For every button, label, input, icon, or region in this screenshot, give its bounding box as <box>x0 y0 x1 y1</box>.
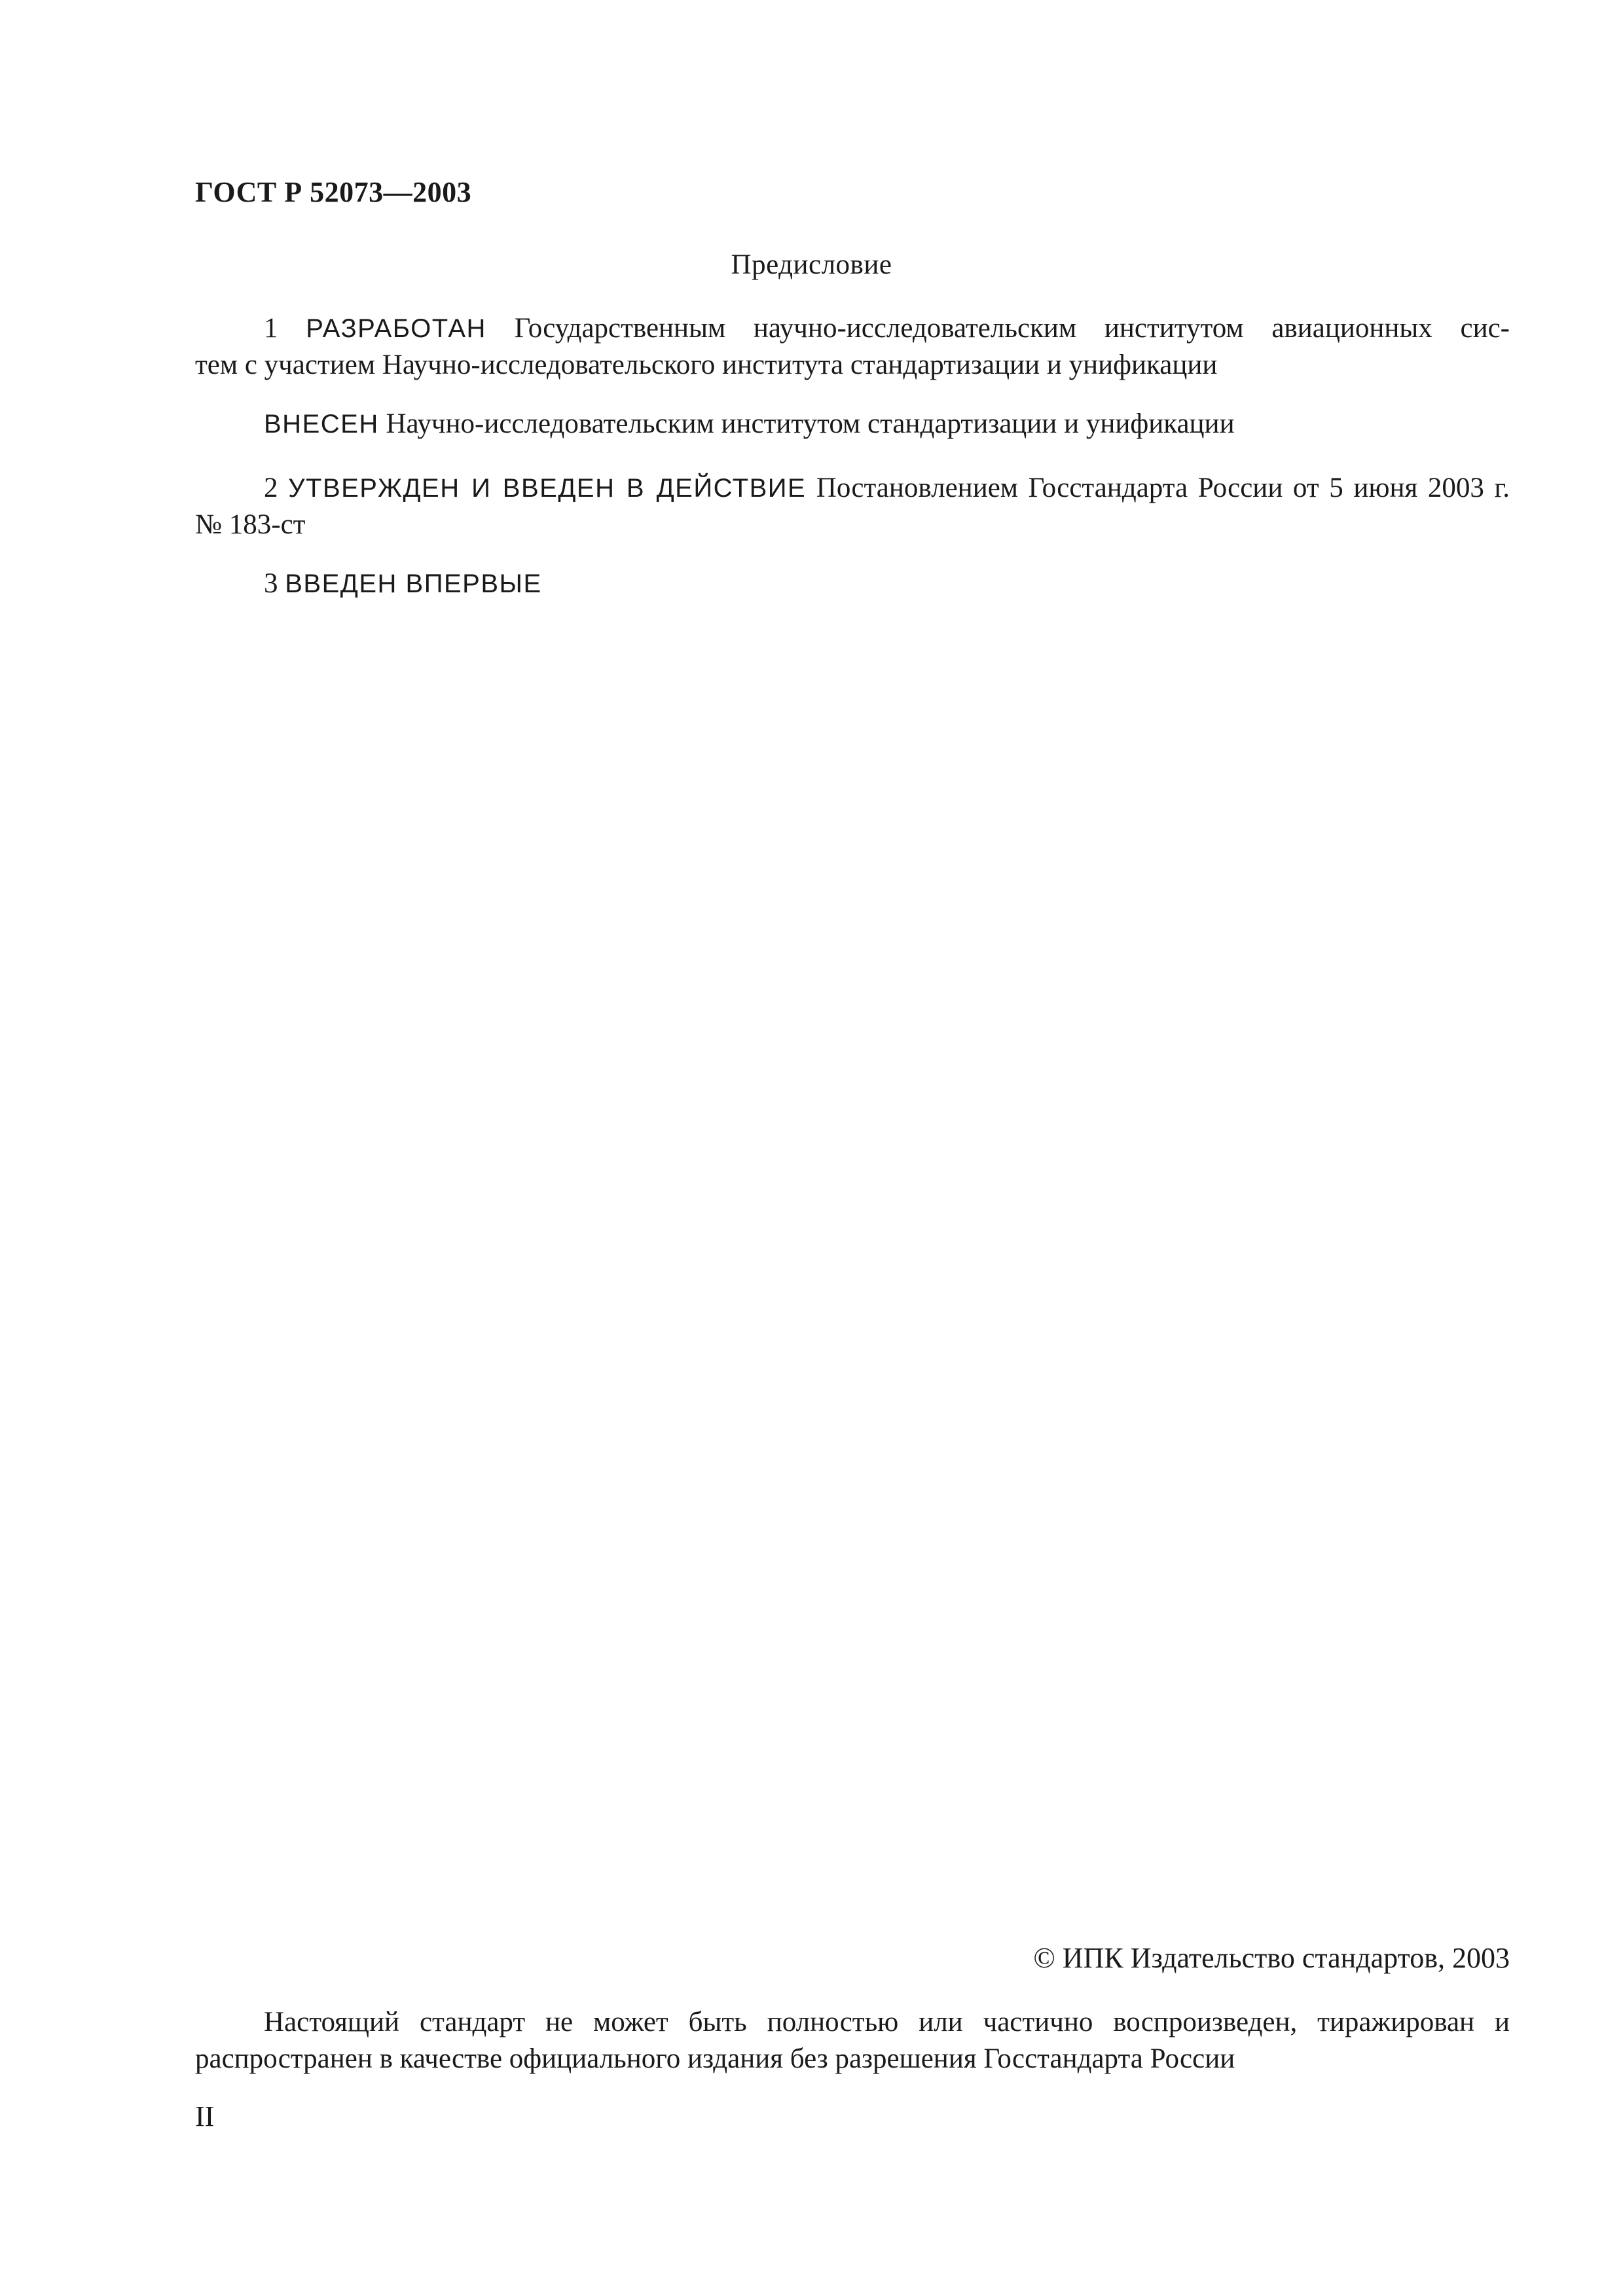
item-3-keyword: ВВЕДЕН ВПЕРВЫЕ <box>285 569 542 598</box>
foreword-item-3 <box>195 565 1510 602</box>
section-title-foreword: Предисловие <box>731 249 892 280</box>
item-2-keyword: УТВЕРЖДЕН И ВВЕДЕН В ДЕЙСТВИЕ <box>288 474 807 503</box>
copyright-notice: © ИПК Издательство стандартов, 2003 <box>1033 1942 1510 1974</box>
item-1-keyword: РАЗРАБОТАН <box>306 314 486 343</box>
item-2-text-line-2: № 183-ст <box>195 509 306 540</box>
foreword-item-submitted <box>195 406 1510 442</box>
notice-line-1: Настоящий стандарт не может быть полностью или частично воспроизведен, тиражирован и <box>264 2007 1510 2037</box>
submitted-keyword: ВНЕСЕН <box>264 410 379 439</box>
item-1-text-line-2: тем с участием Научно-исследовательского института стандартизации и унификации <box>195 350 1218 380</box>
item-3-number: 3 <box>264 568 278 599</box>
item-1-line-1 <box>195 310 1510 347</box>
foreword-item-2 <box>195 470 1510 543</box>
item-1-number: 1 <box>264 313 278 344</box>
item-1-text-line-1: Государственным научно-исследовательским институтом авиационных сис- <box>514 313 1510 344</box>
page-number: II <box>195 2100 215 2132</box>
notice-line-2: распространен в качестве официального издания без разрешения Госстандарта России <box>195 2043 1235 2074</box>
submitted-text: Научно-исследовательским институтом стандартизации и унификации <box>386 408 1235 439</box>
item-2-number: 2 <box>264 473 278 503</box>
reproduction-notice <box>195 2004 1510 2077</box>
document-code-header: ГОСТ Р 52073—2003 <box>195 176 472 208</box>
item-2-text-line-1: Постановлением Госстандарта России от 5 июня 2003 г. <box>816 473 1510 503</box>
foreword-item-1 <box>195 310 1510 384</box>
item-2-line-1 <box>195 470 1510 507</box>
